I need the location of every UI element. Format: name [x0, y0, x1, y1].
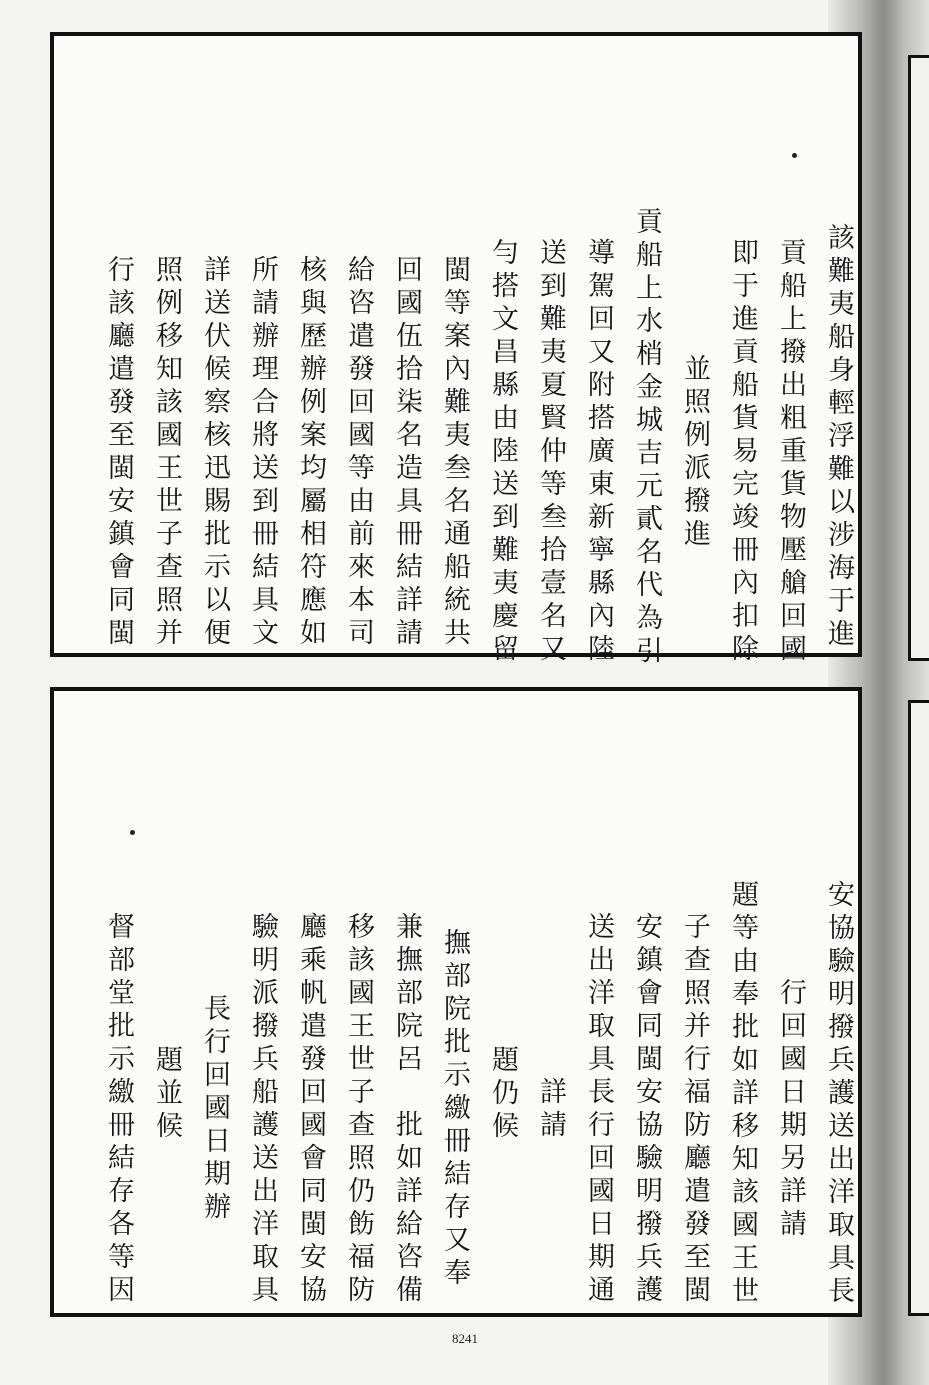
text-column: 詳送伏候察核迅賜批示以便	[199, 254, 230, 651]
text-column: 即于進貢船貨易完竣冊內扣除	[727, 238, 758, 667]
text-column: 貢船上撥出粗重貨物壓艙回國	[775, 238, 806, 667]
text-column: 題等由奉批如詳移知該國王世	[727, 880, 758, 1309]
text-column: 長行回國日期辦	[199, 994, 230, 1225]
text-column: 送到難夷夏賢仲等叁拾壹名又	[535, 238, 566, 667]
text-column: 照例移知該國王世子查照并	[151, 254, 182, 651]
lower-text-columns	[54, 691, 858, 1313]
text-column: 並照例派撥進	[679, 353, 710, 552]
text-column: 詳請	[535, 1076, 566, 1143]
text-column: 移該國王世子查照仍飭福防	[343, 911, 374, 1308]
page-number: 8241	[452, 1331, 478, 1346]
text-column: 撫部院批示繳冊結存又奉	[439, 928, 470, 1291]
text-column: 所請辦理合將送到冊結具文	[247, 254, 278, 651]
text-column: 閩等案內難夷叁名通船統共	[439, 254, 470, 651]
text-column: 驗明派撥兵船護送出洋取具	[247, 911, 278, 1308]
text-column: 導駕回又附搭廣東新寧縣內陸	[583, 238, 614, 667]
lower-text-panel	[50, 687, 862, 1317]
text-column: 給咨遣發回國等由前來本司	[343, 254, 374, 651]
text-column: 核與歷辦例案均屬相符應如	[295, 254, 326, 651]
adjacent-page-frame-top	[908, 55, 929, 661]
text-column: 回國伍拾柒名造具冊結詳請	[391, 254, 422, 651]
text-column: 送出洋取具長行回國日期通	[583, 911, 614, 1308]
text-column: 題仍候	[487, 1045, 518, 1144]
ink-mark	[792, 153, 797, 158]
text-column: 安協驗明撥兵護送出洋取具長	[823, 880, 854, 1309]
text-column: 貢船上水梢金城吉元貳名代為引	[631, 206, 662, 669]
text-column: 該難夷船身輕浮難以涉海于進	[823, 223, 854, 652]
text-column: 行回國日期另詳請	[775, 977, 806, 1242]
text-column: 兼撫部院呂 批如詳給咨備	[391, 911, 422, 1308]
text-column: 子查照并行福防廳遣發至閩	[679, 911, 710, 1308]
text-column: 勻搭文昌縣由陸送到難夷慶留	[487, 238, 518, 667]
ink-mark	[130, 830, 135, 835]
text-column: 安鎮會同閩安協驗明撥兵護	[631, 911, 662, 1308]
upper-text-columns	[54, 36, 858, 669]
text-column: 廳乘帆遣發回國會同閩安協	[295, 911, 326, 1308]
adjacent-page-frame-bottom	[908, 700, 929, 1316]
text-column: 督部堂批示繳冊結存各等因	[103, 911, 134, 1308]
text-column: 行該廳遣發至閩安鎮會同閩	[103, 254, 134, 651]
text-column: 題並候	[151, 1045, 182, 1144]
upper-text-panel	[50, 32, 862, 669]
